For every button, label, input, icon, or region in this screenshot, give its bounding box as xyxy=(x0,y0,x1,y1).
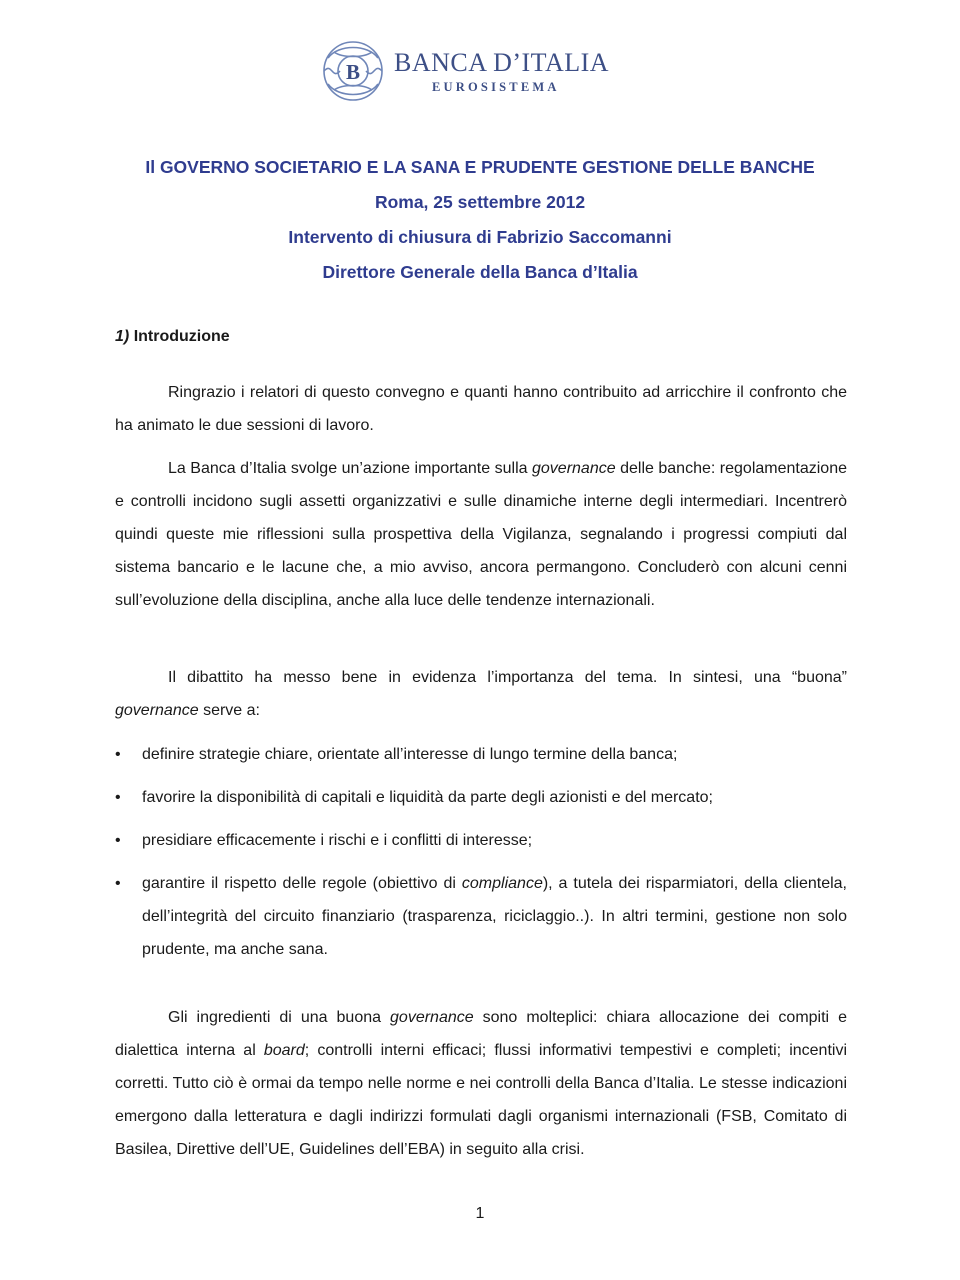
paragraph-4-em-1: governance xyxy=(390,1009,474,1026)
bullet-4-em: compliance xyxy=(461,875,543,892)
document-speaker-role: Direttore Generale della Banca d’Italia xyxy=(322,262,638,282)
paragraph-3-text-b: serve a: xyxy=(198,702,260,719)
paragraph-2-em: governance xyxy=(532,460,616,477)
document-speaker: Intervento di chiusura di Fabrizio Saccomanni xyxy=(288,227,672,247)
document-place-date: Roma, 25 settembre 2012 xyxy=(374,192,586,212)
bank-subtitle: EUROSISTEMA xyxy=(432,80,560,94)
paragraph-4-text-a: Gli ingredienti di una buona xyxy=(168,1009,391,1026)
paragraph-4-text-c: ; controlli interni efficaci; flussi informativi tempestivi e completi; incentivi corretti. Tutto ciò è ormai da tempo nelle norme e nei controlli della Banca d’Italia. Le stesse indicazioni emergono dalla letteratura e dagli indirizzi formulati dagli organismi internazionali (FSB, Comitato di Basilea, Direttive dell’UE, Guidelines dell’EBA) in seguito alla crisi. xyxy=(115,1042,847,1158)
paragraph-4-text-b: sono molteplici: chiara allocazione dei compiti e dialettica interna al xyxy=(115,1009,848,1059)
paragraph-1: Ringrazio i relatori di questo convegno e quanti hanno contribuito ad arricchire il confronto che ha animato le due sessioni di lavoro. xyxy=(115,384,847,434)
paragraph-2 xyxy=(115,452,847,617)
section-heading xyxy=(115,328,230,346)
paragraph-2-text-a: La Banca d’Italia svolge un’azione importante sulla xyxy=(168,460,532,477)
page-number: 1 xyxy=(475,1205,485,1222)
emblem-monogram: B xyxy=(345,60,361,84)
paragraph-4-em-2: board xyxy=(263,1042,305,1059)
paragraph-4 xyxy=(115,1001,847,1166)
title-block xyxy=(0,150,960,290)
document-title: Il GOVERNO SOCIETARIO E LA SANA E PRUDENTE GESTIONE DELLE BANCHE xyxy=(145,157,815,177)
bank-logo xyxy=(318,38,638,108)
paragraph-3-text-a: Il dibattito ha messo bene in evidenza l’importanza del tema. In sintesi, una “buona” xyxy=(168,669,847,686)
bank-emblem-icon xyxy=(318,38,388,104)
bullet-4-text-a: garantire il rispetto delle regole (obiettivo di xyxy=(142,875,462,892)
bullet-item-1: • definire strategie chiare, orientate all’interesse di lungo termine della banca; xyxy=(115,738,847,771)
section-title: Introduzione xyxy=(133,328,230,345)
paragraph-3-em: governance xyxy=(115,702,199,719)
paragraph-3 xyxy=(115,661,847,727)
section-number: 1) xyxy=(115,328,130,345)
paragraph-2-text-b: delle banche: regolamentazione e controlli incidono sugli assetti organizzativi e sulle dinamiche interne degli intermediari. Incentrerò quindi queste mie riflessioni sulla prospettiva della Vigilanza, segnalando i progressi compiuti dal sistema bancario e le lacune che, a mio avviso, ancora permangono. Concluderò con alcuni cenni sull’evoluzione della disciplina, anche alla luce delle tendenze internazionali. xyxy=(115,460,847,609)
bank-name: BANCA D’ITALIA xyxy=(394,48,610,77)
bullet-4-text-b: ), a tutela dei risparmiatori, della clientela, dell’integrità del circuito finanziario (trasparenza, riciclaggio..). In altri termini, gestione non solo prudente, ma anche sana. xyxy=(142,875,848,958)
bullet-item-4 xyxy=(115,867,847,966)
bullet-item-2: • favorire la disponibilità di capitali e liquidità da parte degli azionisti e del mercato; xyxy=(115,781,847,814)
bullet-item-3: • presidiare efficacemente i rischi e i conflitti di interesse; xyxy=(115,824,847,857)
bullet-list xyxy=(115,738,847,966)
